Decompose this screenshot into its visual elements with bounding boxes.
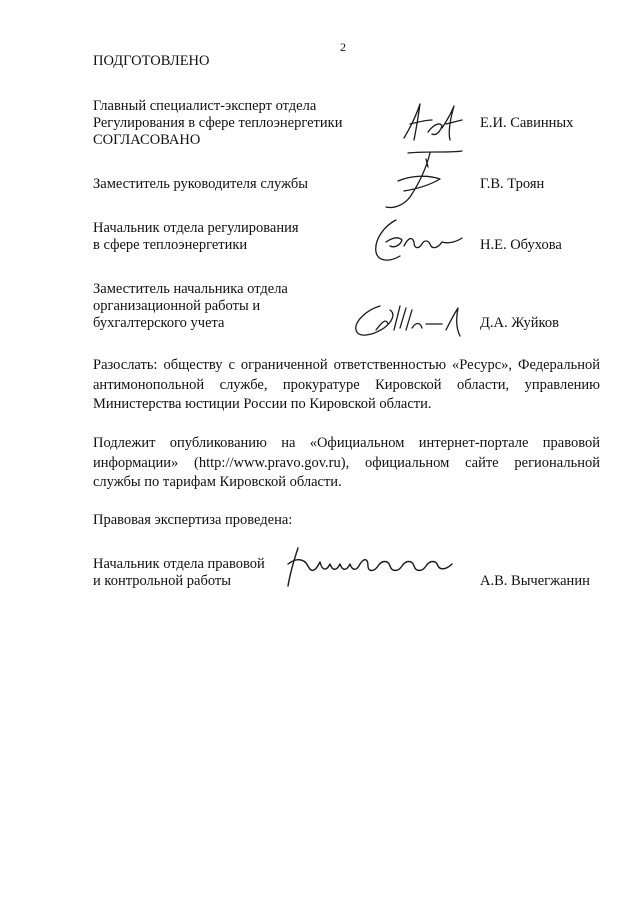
- signatory-title-line: Регулирования в сфере теплоэнергетики: [93, 115, 343, 131]
- page-number: 2: [340, 40, 346, 54]
- signatory-name: А.В. Вычегжанин: [480, 573, 590, 589]
- legal-review-note: Правовая экспертиза проведена:: [93, 512, 293, 528]
- prepared-heading: ПОДГОТОВЛЕНО: [93, 53, 210, 69]
- signature-image: [350, 300, 482, 342]
- signature-image: [368, 145, 468, 215]
- agreed-heading: СОГЛАСОВАНО: [93, 132, 201, 148]
- signatory-title-line: в сфере теплоэнергетики: [93, 237, 248, 253]
- signatory-name: Д.А. Жуйков: [480, 315, 559, 331]
- signature-image: [398, 98, 468, 146]
- publication-paragraph: Подлежит опубликованию на «Официальном интернет-портале правовой информации» (http://www.pravo.gov.ru), официальном сайте региональной службы по тарифам Кировской области.: [93, 435, 600, 490]
- signatory-name: Г.В. Троян: [480, 176, 545, 192]
- signatory-title-line: Заместитель руководителя службы: [93, 176, 309, 192]
- signatory-title-line: бухгалтерского учета: [93, 315, 225, 331]
- distribution-paragraph: Разослать: обществу с ограниченной ответственностью «Ресурс», Федеральной антимонопольной службе, прокуратуре Кировской области, управлению Министерства юстиции России по Кировской области.: [93, 357, 600, 412]
- signatory-title-line: Начальник отдела правовой: [93, 556, 265, 572]
- signatory-name: Н.Е. Обухова: [480, 237, 562, 253]
- signatory-title-line: и контрольной работы: [93, 573, 231, 589]
- signatory-title-line: Главный специалист-эксперт отдела: [93, 98, 317, 114]
- signatory-title-line: организационной работы и: [93, 298, 261, 314]
- signatory-title-line: Начальник отдела регулирования: [93, 220, 299, 236]
- signature-image: [366, 212, 466, 268]
- signature-image: [282, 544, 462, 590]
- signatory-title-line: Заместитель начальника отдела: [93, 281, 288, 297]
- signatory-name: Е.И. Савинных: [480, 115, 574, 131]
